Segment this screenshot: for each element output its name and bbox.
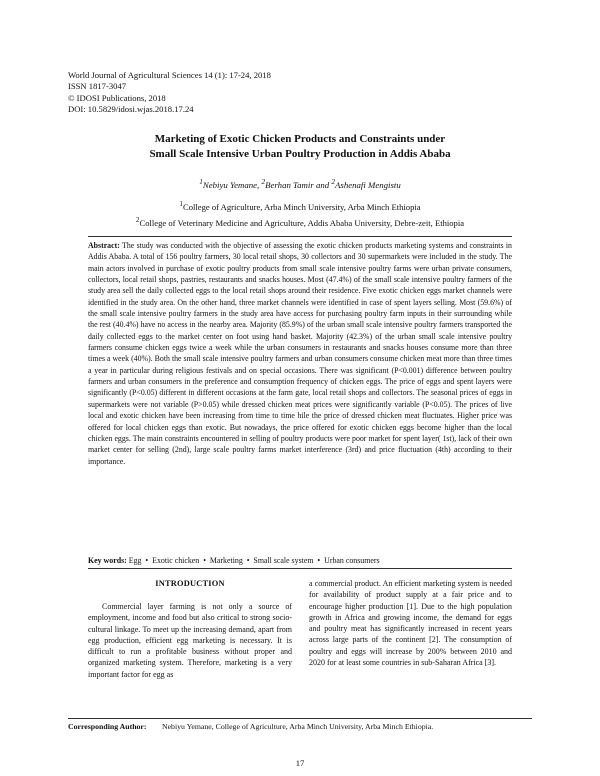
journal-copyright: © IDOSI Publications, 2018 bbox=[68, 92, 166, 103]
abstract bbox=[88, 240, 512, 467]
author-3: Ashenafi Mengistu bbox=[335, 179, 401, 190]
page-number: 17 bbox=[295, 758, 305, 768]
affiliation-2-text: College of Veterinary Medicine and Agriculture, Addis Ababa University, Debre-zeit, Ethiopia bbox=[139, 217, 465, 228]
author-2: Berhan Tamir and bbox=[265, 179, 332, 190]
column-right bbox=[309, 578, 512, 668]
introduction-para-1: Commercial layer farming is not only a source of employment, income and food but also critical to strong socio-cultural linkage. To meet up the increasing demand, apart from egg production, efficient egg marketing is necessary. It is difficult to run a profitable business without proper and organized marketing system. Therefore, marketing is a very important factor for egg as bbox=[88, 602, 292, 679]
author-list bbox=[60, 176, 540, 191]
author-2-affil: 2 bbox=[261, 177, 266, 186]
journal-header bbox=[68, 70, 368, 116]
footnote-rule bbox=[68, 718, 532, 719]
author-3-affil: 2 bbox=[331, 177, 336, 186]
author-1-affil: 1 bbox=[199, 177, 203, 186]
title-line-2: Small Scale Intensive Urban Poultry Production in Addis Ababa bbox=[149, 147, 451, 160]
abstract-label: Abstract: bbox=[88, 241, 120, 250]
affiliation-1-sup: 1 bbox=[179, 200, 183, 208]
affiliation-2-sup: 2 bbox=[135, 215, 140, 224]
introduction-heading: INTRODUCTION bbox=[155, 579, 225, 588]
author-1: Nebiyu Yemane, bbox=[202, 179, 262, 190]
affiliation-1 bbox=[60, 198, 540, 214]
introduction-para-2: a commercial product. An efficient marketing system is needed for availability of product supply at a fair price and to encourage higher production [1]. Due to the high population growth in Africa and growing income, the demand for eggs and poultry meat has significantly increased in recent years across large parts of the continent [2]. The consumption of poultry and eggs will increase by 200% between 2010 and 2020 for at least some countries in sub-Saharan Africa [3]. bbox=[309, 579, 512, 668]
keywords bbox=[88, 555, 512, 566]
journal-citation: World Journal of Agricultural Sciences 14 (1): 17-24, 2018 bbox=[68, 70, 271, 80]
abstract-top-rule bbox=[88, 236, 512, 237]
title-line-1: Marketing of Exotic Chicken Products and Constraints under bbox=[154, 133, 446, 145]
column-left bbox=[88, 578, 292, 680]
keywords-text: Egg • Exotic chicken • Marketing • Small scale system • Urban consumers bbox=[128, 556, 380, 565]
corresponding-text: Nebiyu Yemane, College of Agriculture, Arba Minch University, Arba Minch Ethiopia. bbox=[161, 722, 434, 731]
journal-issn: ISSN 1817-3047 bbox=[68, 81, 127, 92]
corresponding-author bbox=[68, 722, 532, 732]
journal-doi: DOI: 10.5829/idosi.wjas.2018.17.24 bbox=[68, 104, 194, 115]
keywords-label: Key words: bbox=[88, 556, 127, 565]
affiliation-2 bbox=[60, 214, 540, 230]
paper-title bbox=[60, 132, 540, 161]
corresponding-label: Corresponding Author: bbox=[68, 722, 147, 731]
affiliations bbox=[60, 198, 540, 230]
affiliation-1-text: College of Agriculture, Arba Minch University, Arba Minch Ethiopia bbox=[182, 201, 421, 212]
keywords-rule bbox=[88, 568, 512, 569]
abstract-text: The study was conducted with the objective of assessing the exotic chicken products marketing systems and constraints in Addis Ababa. A total of 156 poultry farmers, 30 local retail shops, 30 collectors and 30 supermarkets were included in the study. The main actors involved in purchase of exotic poultry products from small scale intensive poultry farms were urban private consumers, collectors, local retail shops, pastries, restaurants and snacks houses. Most (47.4%) of the small scale intensive poultry farmers of the study area sell the daily collected eggs to the local retail shops around their residence. Five exotic chicken eggs market channels were identified in the study area. On the other hand, three market channels were identified in case of spent layers selling. Most (59.6%) of the small scale intensive poultry farmers in the study area have access for purchasing poultry farm inputs in their surrounding while the rest (40.4%) have no access in the nearby area. Majority (85.9%) of the urban small scale intensive poultry farmers transported the daily collected eggs to the market center on foot using hand basket. Majority (42.3%) of the urban small scale intensive poultry farmers consume chicken eggs twice a week while the urban consumers in restaurants and snacks houses consume more than three times a week (40%). Both the small scale intensive poultry farmers and urban consumers consume chicken meat more than three times a year in particular during religious festivals and on special occasions. There was significant (P<0.001) difference between poultry farmers and urban consumers in the preference and consumption frequency of chicken eggs. The price of eggs and spent layers were significantly (P<0.05) different in different occasions at the farm gate, local retail shops and collectors. The seasonal prices of eggs in supermarkets were not variable (P>0.05) while dressed chicken meat prices were significantly variable (P<0.05). The prices of live local and exotic chicken have been increasing from time to time hile the price of dressed chicken meat fluctuates. Higher price was offered for local chicken eggs than exotic. But nowadays, the price offered for exotic chicken eggs become higher than the local chicken eggs. The main constraints encountered in selling of poultry products were poor market for spent layer( 1st), lack of their own market center for selling (2nd), large scale poultry farms market interference (3rd) and price fluctuation (4th) according to their importance. bbox=[88, 241, 512, 466]
